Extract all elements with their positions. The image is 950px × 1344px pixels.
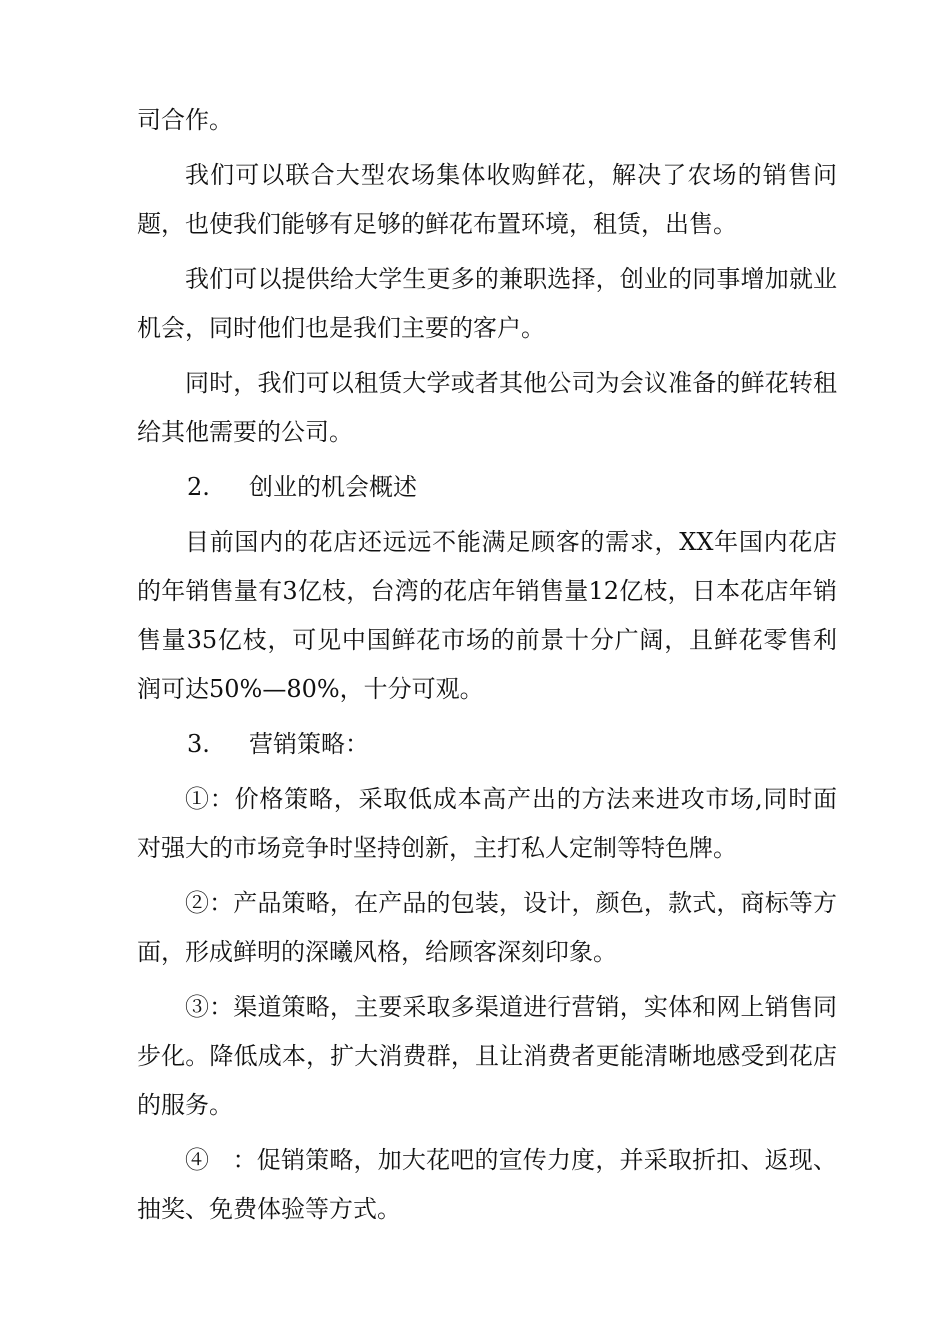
document-body: [137, 96, 837, 1234]
paragraph-2: 我们可以联合大型农场集体收购鲜花，解决了农场的销售问题，也使我们能够有足够的鲜花布置环境，租赁，出售。: [137, 161, 837, 238]
paragraph-4: 同时，我们可以租赁大学或者其他公司为会议准备的鲜花转租给其他需要的公司。: [137, 369, 837, 446]
section-title: 营销策略：: [249, 730, 369, 758]
section-number: 2.: [187, 473, 210, 501]
paragraph-strategy-1: ①：价格策略，采取低成本高产出的方法来进攻市场,同时面对强大的市场竞争时坚持创新，主打私人定制等特色牌。: [137, 785, 837, 862]
section-title: 创业的机会概述: [249, 473, 417, 501]
section-heading-3: [137, 720, 837, 769]
paragraph-strategy-2: ②：产品策略，在产品的包装，设计，颜色，款式，商标等方面，形成鲜明的深曦风格，给顾客深刻印象。: [137, 889, 837, 966]
paragraph-1: 司合作。: [137, 106, 233, 134]
section-number: 3.: [187, 730, 210, 758]
paragraph-5: 目前国内的花店还远远不能满足顾客的需求，XX年国内花店的年销售量有3亿枝，台湾的花店年销售量12亿枝，日本花店年销售量35亿枝，可见中国鲜花市场的前景十分广阔，且鲜花零售利润可达50%—80%，十分可观。: [137, 528, 837, 703]
paragraph-3: 我们可以提供给大学生更多的兼职选择，创业的同事增加就业机会，同时他们也是我们主要的客户。: [137, 265, 837, 342]
paragraph-strategy-4: ④ ：促销策略，加大花吧的宣传力度，并采取折扣、返现、抽奖、免费体验等方式。: [137, 1146, 837, 1223]
section-heading-2: [137, 463, 837, 512]
paragraph-strategy-3: ③：渠道策略，主要采取多渠道进行营销，实体和网上销售同步化。降低成本，扩大消费群，且让消费者更能清晰地感受到花店的服务。: [137, 993, 837, 1119]
